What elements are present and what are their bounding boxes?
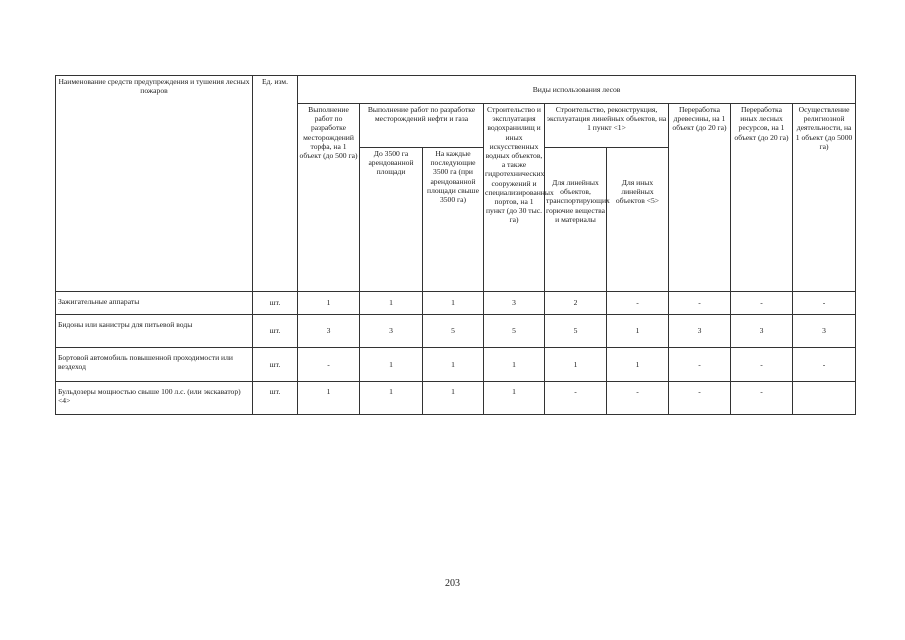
row-value: 2 bbox=[545, 292, 607, 315]
row-value: - bbox=[607, 382, 669, 415]
row-value: - bbox=[731, 382, 793, 415]
header-oil-gas-sub1: До 3500 га арендованной площади bbox=[360, 148, 423, 292]
row-value: 1 bbox=[484, 348, 545, 382]
row-unit: шт. bbox=[253, 292, 298, 315]
row-value: 1 bbox=[360, 348, 423, 382]
header-linear-sub1: Для линейных объектов, транспортирующих горючие вещества и материалы bbox=[545, 148, 607, 292]
header-row-1 bbox=[56, 76, 856, 104]
header-name: Наименование средств предупреждения и тушения лесных пожаров bbox=[56, 76, 253, 292]
row-value: - bbox=[298, 348, 360, 382]
row-value: 5 bbox=[423, 315, 484, 348]
header-wood: Переработка древесины, на 1 объект (до 20 га) bbox=[669, 104, 731, 292]
row-value: 1 bbox=[298, 292, 360, 315]
header-oil-gas-sub2: На каждые последующие 3500 га (при арендованной площади свыше 3500 га) bbox=[423, 148, 484, 292]
row-value: 5 bbox=[484, 315, 545, 348]
table-row bbox=[56, 315, 856, 348]
row-unit: шт. bbox=[253, 348, 298, 382]
row-value: - bbox=[731, 292, 793, 315]
row-value: 3 bbox=[793, 315, 856, 348]
row-unit: шт. bbox=[253, 382, 298, 415]
row-name: Бортовой автомобиль повышенной проходимости или вездеход bbox=[56, 348, 253, 382]
row-value: - bbox=[669, 348, 731, 382]
header-linear-sub2: Для иных линейных объектов <5> bbox=[607, 148, 669, 292]
page-number: 203 bbox=[445, 578, 460, 589]
row-value: 5 bbox=[545, 315, 607, 348]
row-value: 3 bbox=[484, 292, 545, 315]
row-name: Зажигательные аппараты bbox=[56, 292, 253, 315]
row-value: 1 bbox=[423, 382, 484, 415]
row-unit: шт. bbox=[253, 315, 298, 348]
row-value: 1 bbox=[607, 315, 669, 348]
row-value bbox=[793, 382, 856, 415]
row-value: - bbox=[731, 348, 793, 382]
header-religious: Осуществление религиозной деятельности, на 1 объект (до 5000 га) bbox=[793, 104, 856, 292]
forest-fire-equipment-table bbox=[55, 75, 856, 415]
row-value: - bbox=[793, 348, 856, 382]
row-value: 1 bbox=[360, 382, 423, 415]
row-value: - bbox=[669, 292, 731, 315]
row-value: - bbox=[545, 382, 607, 415]
row-value: 3 bbox=[360, 315, 423, 348]
table-row bbox=[56, 292, 856, 315]
header-oil-gas: Выполнение работ по разработке месторождений нефти и газа bbox=[360, 104, 484, 148]
row-name: Бульдозеры мощностью свыше 100 л.с. (или экскаватор) <4> bbox=[56, 382, 253, 415]
row-value: 1 bbox=[423, 292, 484, 315]
row-value: - bbox=[669, 382, 731, 415]
row-name: Бидоны или канистры для питьевой воды bbox=[56, 315, 253, 348]
header-reservoirs: Строительство и эксплуатация водохранилищ и иных искусственных водных объектов, а также гидротехнических сооружений и специализированных портов, на 1 пункт (до 30 тыс. га) bbox=[484, 104, 545, 292]
table-row bbox=[56, 382, 856, 415]
header-unit: Ед. изм. bbox=[253, 76, 298, 292]
row-value: 3 bbox=[731, 315, 793, 348]
header-linear: Строительство, реконструкция, эксплуатация линейных объектов, на 1 пункт <1> bbox=[545, 104, 669, 148]
row-value: 1 bbox=[607, 348, 669, 382]
row-value: 3 bbox=[669, 315, 731, 348]
row-value: - bbox=[793, 292, 856, 315]
row-value: 3 bbox=[298, 315, 360, 348]
table-row bbox=[56, 348, 856, 382]
header-other-resources: Переработка иных лесных ресурсов, на 1 объект (до 20 га) bbox=[731, 104, 793, 292]
header-group-title: Виды использования лесов bbox=[298, 76, 856, 104]
row-value: 1 bbox=[423, 348, 484, 382]
row-value: 1 bbox=[360, 292, 423, 315]
row-value: - bbox=[607, 292, 669, 315]
header-peat: Выполнение работ по разработке месторождений торфа, на 1 объект (до 500 га) bbox=[298, 104, 360, 292]
row-value: 1 bbox=[484, 382, 545, 415]
row-value: 1 bbox=[298, 382, 360, 415]
row-value: 1 bbox=[545, 348, 607, 382]
